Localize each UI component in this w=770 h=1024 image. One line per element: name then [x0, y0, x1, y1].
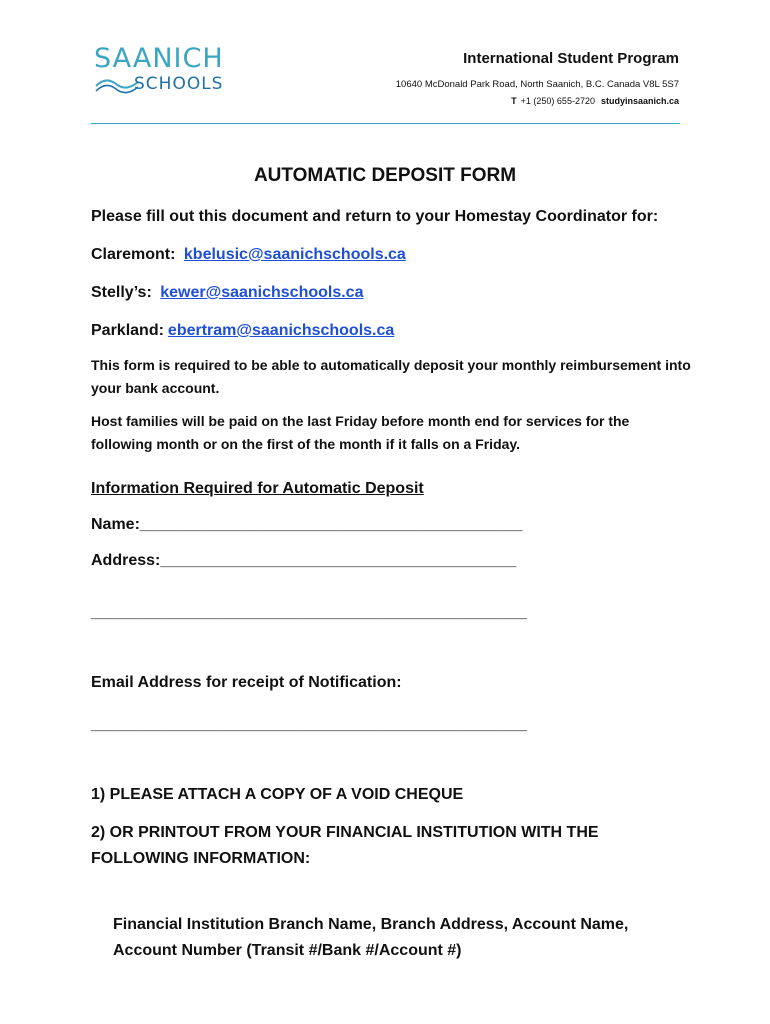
org-title: International Student Program: [463, 50, 679, 67]
printout-instruction: 2) OR PRINTOUT FROM YOUR FINANCIAL INSTITUTION WITH THE FOLLOWING INFORMATION:: [91, 824, 599, 867]
email-field-label: Email Address for receipt of Notification:: [91, 674, 402, 691]
requirement-note: This form is required to be able to automatically deposit your monthly reimbursement into your bank account.: [91, 357, 691, 396]
address-field[interactable]: Address:________________________________________: [91, 552, 517, 569]
phone-prefix: T: [511, 96, 517, 106]
logo-text-bottom: SCHOOLS: [134, 74, 224, 94]
section-heading: Information Required for Automatic Deposit: [91, 480, 424, 497]
org-contact: [396, 96, 679, 107]
contact-label: Parkland:: [91, 322, 164, 339]
email-link-stellys[interactable]: kewer@saanichschools.ca: [160, 284, 364, 301]
form-body: [91, 164, 691, 964]
email-link-claremont[interactable]: kbelusic@saanichschools.ca: [183, 246, 406, 263]
required-banking-info: Financial Institution Branch Name, Branch Address, Account Name, Account Number (Transit #/Bank #/Account #): [113, 916, 629, 959]
contact-stellys: [91, 280, 691, 306]
organization-info: [396, 50, 679, 107]
contact-label: Claremont:: [91, 246, 176, 263]
payment-schedule-note: Host families will be paid on the last Friday before month end for services for the following month or on the first of the month if it falls on a Friday.: [91, 413, 630, 452]
website-link[interactable]: studyinsaanich.ca: [600, 96, 679, 106]
void-cheque-instruction: 1) PLEASE ATTACH A COPY OF A VOID CHEQUE: [91, 786, 464, 803]
contact-claremont: [91, 242, 691, 268]
logo-text-top: SAANICH: [94, 43, 224, 74]
contact-label: Stelly’s:: [91, 284, 152, 301]
org-address: 10640 McDonald Park Road, North Saanich, B.C. Canada V8L 5S7: [395, 79, 679, 90]
contact-parkland: [91, 318, 691, 344]
header-divider: [91, 123, 680, 124]
email-link-parkland[interactable]: ebertram@saanichschools.ca: [167, 322, 395, 339]
intro-text: Please fill out this document and return to your Homestay Coordinator for:: [91, 208, 659, 225]
letterhead: [0, 0, 770, 130]
name-field[interactable]: Name:___________________________________________: [91, 516, 523, 533]
email-field[interactable]: _________________________________________________: [91, 716, 528, 733]
address-field-line2[interactable]: _________________________________________________: [91, 604, 528, 621]
phone-number: +1 (250) 655-2720: [520, 96, 595, 106]
form-title: AUTOMATIC DEPOSIT FORM: [253, 165, 517, 186]
saanich-schools-logo: [94, 44, 234, 104]
